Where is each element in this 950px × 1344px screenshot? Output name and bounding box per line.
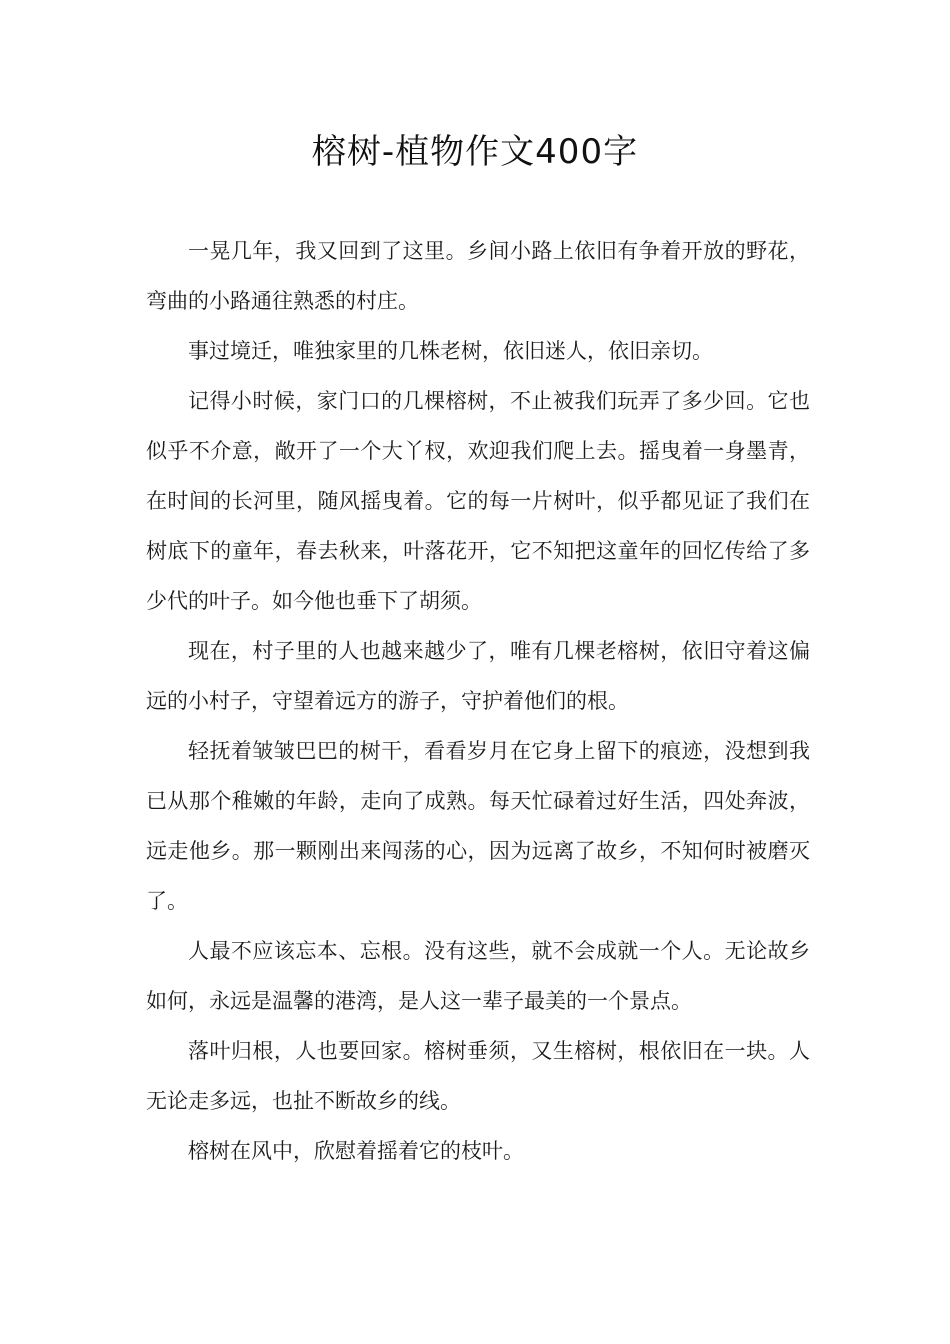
paragraph: 一晃几年，我又回到了这里。乡间小路上依旧有争着开放的野花，弯曲的小路通往熟悉的村庄。 xyxy=(146,239,810,313)
document-title: 榕树-植物作文400字 xyxy=(311,132,639,172)
paragraph: 榕树在风中，欣慰着摇着它的枝叶。 xyxy=(188,1139,524,1163)
paragraph: 记得小时候，家门口的几棵榕树，不止被我们玩弄了多少回。它也似乎不介意，敞开了一个大丫杈，欢迎我们爬上去。摇曳着一身墨青，在时间的长河里，随风摇曳着。它的每一片树叶，似乎都见证了我们在树底下的童年，春去秋来，叶落花开，它不知把这童年的回忆传给了多少代的叶子。如今他也垂下了胡须。 xyxy=(146,389,810,613)
paragraph: 落叶归根，人也要回家。榕树垂须，又生榕树，根依旧在一块。人无论走多远，也扯不断故乡的线。 xyxy=(146,1039,810,1113)
paragraph: 轻抚着皱皱巴巴的树干，看看岁月在它身上留下的痕迹，没想到我已从那个稚嫩的年龄，走向了成熟。每天忙碌着过好生活，四处奔波，远走他乡。那一颗刚出来闯荡的心，因为远离了故乡，不知何时被磨灭了。 xyxy=(146,739,810,913)
paragraph: 人最不应该忘本、忘根。没有这些，就不会成就一个人。无论故乡如何，永远是温馨的港湾，是人这一辈子最美的一个景点。 xyxy=(146,939,810,1013)
paragraph: 现在，村子里的人也越来越少了，唯有几棵老榕树，依旧守着这偏远的小村子，守望着远方的游子，守护着他们的根。 xyxy=(146,639,810,713)
paragraph: 事过境迁，唯独家里的几株老树，依旧迷人，依旧亲切。 xyxy=(188,339,713,363)
document-body xyxy=(146,226,810,1176)
